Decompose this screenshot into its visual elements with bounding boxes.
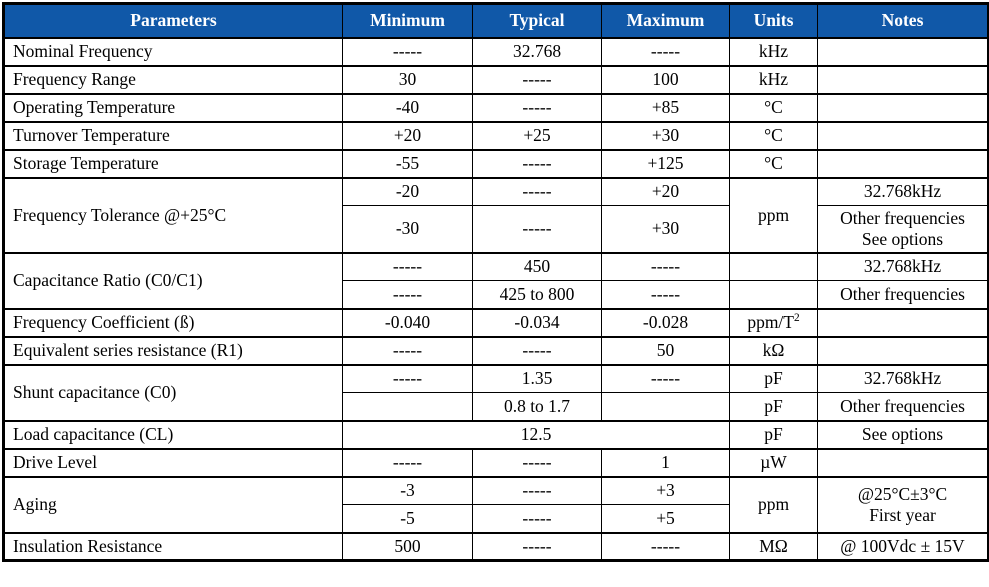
- cell-capacitance-ratio-1-typ: 450: [473, 253, 602, 281]
- header-units: Units: [730, 4, 818, 38]
- cell-frequency-range-min: 30: [343, 66, 473, 94]
- row-drive-level: [4, 449, 989, 477]
- cell-shunt-capacitance-1-min: -----: [343, 365, 473, 393]
- cell-storage-temperature-min: -55: [343, 150, 473, 178]
- cell-turnover-temperature-max: +30: [602, 122, 730, 150]
- cell-nominal-frequency-typ: 32.768: [473, 38, 602, 66]
- cell-frequency-coefficient-units: [730, 309, 818, 337]
- header-minimum: Minimum: [343, 4, 473, 38]
- row-turnover-temperature: [4, 122, 989, 150]
- cell-aging-1-max: +3: [602, 477, 730, 505]
- cell-aging-param: Aging: [4, 477, 343, 533]
- cell-shunt-capacitance-1-typ: 1.35: [473, 365, 602, 393]
- row-storage-temperature: [4, 150, 989, 178]
- header-maximum: Maximum: [602, 4, 730, 38]
- row-frequency-range: [4, 66, 989, 94]
- cell-frequency-coefficient-param: Frequency Coefficient (ß): [4, 309, 343, 337]
- spec-table: [2, 2, 989, 562]
- units-text: ppm/T: [747, 312, 794, 332]
- cell-operating-temperature-min: -40: [343, 94, 473, 122]
- cell-frequency-tolerance-1-typ: -----: [473, 178, 602, 206]
- row-shunt-capacitance-1: [4, 365, 989, 393]
- cell-frequency-range-units: kHz: [730, 66, 818, 94]
- cell-shunt-capacitance-param: Shunt capacitance (C0): [4, 365, 343, 421]
- cell-frequency-tolerance-2-min: -30: [343, 206, 473, 253]
- row-nominal-frequency: [4, 38, 989, 66]
- notes-line-2: First year: [869, 504, 936, 525]
- cell-esr-min: -----: [343, 337, 473, 365]
- cell-frequency-tolerance-1-notes: 32.768kHz: [818, 178, 989, 206]
- cell-capacitance-ratio-2-typ: 425 to 800: [473, 281, 602, 309]
- cell-load-capacitance-param: Load capacitance (CL): [4, 421, 343, 449]
- cell-capacitance-ratio-1-notes: 32.768kHz: [818, 253, 989, 281]
- cell-shunt-capacitance-2-min: [343, 393, 473, 421]
- cell-drive-level-max: 1: [602, 449, 730, 477]
- cell-capacitance-ratio-2-max: -----: [602, 281, 730, 309]
- cell-turnover-temperature-min: +20: [343, 122, 473, 150]
- cell-capacitance-ratio-param: Capacitance Ratio (C0/C1): [4, 253, 343, 309]
- cell-nominal-frequency-param: Nominal Frequency: [4, 38, 343, 66]
- cell-turnover-temperature-param: Turnover Temperature: [4, 122, 343, 150]
- cell-load-capacitance-notes: See options: [818, 421, 989, 449]
- notes-line-2: See options: [861, 228, 944, 249]
- cell-frequency-range-max: 100: [602, 66, 730, 94]
- cell-aging-2-min: -5: [343, 505, 473, 533]
- header-parameters: Parameters: [4, 4, 343, 38]
- cell-storage-temperature-typ: -----: [473, 150, 602, 178]
- row-frequency-tolerance-1: [4, 178, 989, 206]
- notes-line-1: Other frequencies: [840, 208, 965, 229]
- row-load-capacitance: [4, 421, 989, 449]
- cell-esr-typ: -----: [473, 337, 602, 365]
- cell-insulation-resistance-param: Insulation Resistance: [4, 533, 343, 561]
- cell-frequency-tolerance-2-typ: -----: [473, 206, 602, 253]
- notes-line-1: @25°C±3°C: [857, 483, 948, 504]
- cell-operating-temperature-notes: [818, 94, 989, 122]
- cell-capacitance-ratio-2-min: -----: [343, 281, 473, 309]
- cell-shunt-capacitance-2-max: [602, 393, 730, 421]
- cell-shunt-capacitance-1-max: -----: [602, 365, 730, 393]
- cell-insulation-resistance-min: 500: [343, 533, 473, 561]
- cell-aging-units: ppm: [730, 477, 818, 533]
- cell-drive-level-units: µW: [730, 449, 818, 477]
- row-aging-1: [4, 477, 989, 505]
- header-notes: Notes: [818, 4, 989, 38]
- cell-nominal-frequency-max: -----: [602, 38, 730, 66]
- cell-turnover-temperature-notes: [818, 122, 989, 150]
- header-row: [4, 4, 989, 38]
- row-frequency-coefficient: [4, 309, 989, 337]
- cell-operating-temperature-units: °C: [730, 94, 818, 122]
- cell-insulation-resistance-units: MΩ: [730, 533, 818, 561]
- cell-storage-temperature-notes: [818, 150, 989, 178]
- cell-insulation-resistance-max: -----: [602, 533, 730, 561]
- cell-frequency-range-notes: [818, 66, 989, 94]
- cell-capacitance-ratio-2-units: [730, 281, 818, 309]
- cell-aging-2-typ: -----: [473, 505, 602, 533]
- cell-frequency-tolerance-2-notes: [818, 206, 989, 253]
- cell-operating-temperature-typ: -----: [473, 94, 602, 122]
- cell-capacitance-ratio-1-units: [730, 253, 818, 281]
- cell-drive-level-param: Drive Level: [4, 449, 343, 477]
- cell-esr-units: kΩ: [730, 337, 818, 365]
- cell-esr-notes: [818, 337, 989, 365]
- cell-nominal-frequency-units: kHz: [730, 38, 818, 66]
- cell-frequency-tolerance-1-min: -20: [343, 178, 473, 206]
- cell-nominal-frequency-notes: [818, 38, 989, 66]
- cell-storage-temperature-param: Storage Temperature: [4, 150, 343, 178]
- cell-frequency-tolerance-param: Frequency Tolerance @+25°C: [4, 178, 343, 253]
- cell-frequency-tolerance-2-max: +30: [602, 206, 730, 253]
- cell-frequency-coefficient-notes: [818, 309, 989, 337]
- cell-esr-max: 50: [602, 337, 730, 365]
- cell-frequency-coefficient-min: -0.040: [343, 309, 473, 337]
- cell-frequency-tolerance-units: ppm: [730, 178, 818, 253]
- cell-drive-level-notes: [818, 449, 989, 477]
- header-typical: Typical: [473, 4, 602, 38]
- row-esr: [4, 337, 989, 365]
- cell-frequency-coefficient-max: -0.028: [602, 309, 730, 337]
- cell-insulation-resistance-notes: @ 100Vdc ± 15V: [818, 533, 989, 561]
- cell-capacitance-ratio-1-min: -----: [343, 253, 473, 281]
- cell-aging-2-max: +5: [602, 505, 730, 533]
- row-operating-temperature: [4, 94, 989, 122]
- cell-shunt-capacitance-2-typ: 0.8 to 1.7: [473, 393, 602, 421]
- cell-frequency-range-param: Frequency Range: [4, 66, 343, 94]
- cell-operating-temperature-max: +85: [602, 94, 730, 122]
- cell-drive-level-typ: -----: [473, 449, 602, 477]
- row-capacitance-ratio-1: [4, 253, 989, 281]
- cell-shunt-capacitance-2-units: pF: [730, 393, 818, 421]
- cell-shunt-capacitance-1-units: pF: [730, 365, 818, 393]
- cell-drive-level-min: -----: [343, 449, 473, 477]
- cell-capacitance-ratio-1-max: -----: [602, 253, 730, 281]
- row-insulation-resistance: [4, 533, 989, 561]
- cell-esr-param: Equivalent series resistance (R1): [4, 337, 343, 365]
- cell-storage-temperature-max: +125: [602, 150, 730, 178]
- cell-turnover-temperature-units: °C: [730, 122, 818, 150]
- units-superscript: 2: [793, 312, 800, 325]
- cell-aging-notes: [818, 477, 989, 533]
- cell-nominal-frequency-min: -----: [343, 38, 473, 66]
- cell-shunt-capacitance-1-notes: 32.768kHz: [818, 365, 989, 393]
- cell-operating-temperature-param: Operating Temperature: [4, 94, 343, 122]
- cell-capacitance-ratio-2-notes: Other frequencies: [818, 281, 989, 309]
- cell-frequency-range-typ: -----: [473, 66, 602, 94]
- cell-insulation-resistance-typ: -----: [473, 533, 602, 561]
- cell-frequency-coefficient-typ: -0.034: [473, 309, 602, 337]
- cell-load-capacitance-value: 12.5: [343, 421, 730, 449]
- cell-storage-temperature-units: °C: [730, 150, 818, 178]
- cell-aging-1-min: -3: [343, 477, 473, 505]
- cell-frequency-tolerance-1-max: +20: [602, 178, 730, 206]
- cell-turnover-temperature-typ: +25: [473, 122, 602, 150]
- cell-shunt-capacitance-2-notes: Other frequencies: [818, 393, 989, 421]
- cell-load-capacitance-units: pF: [730, 421, 818, 449]
- cell-aging-1-typ: -----: [473, 477, 602, 505]
